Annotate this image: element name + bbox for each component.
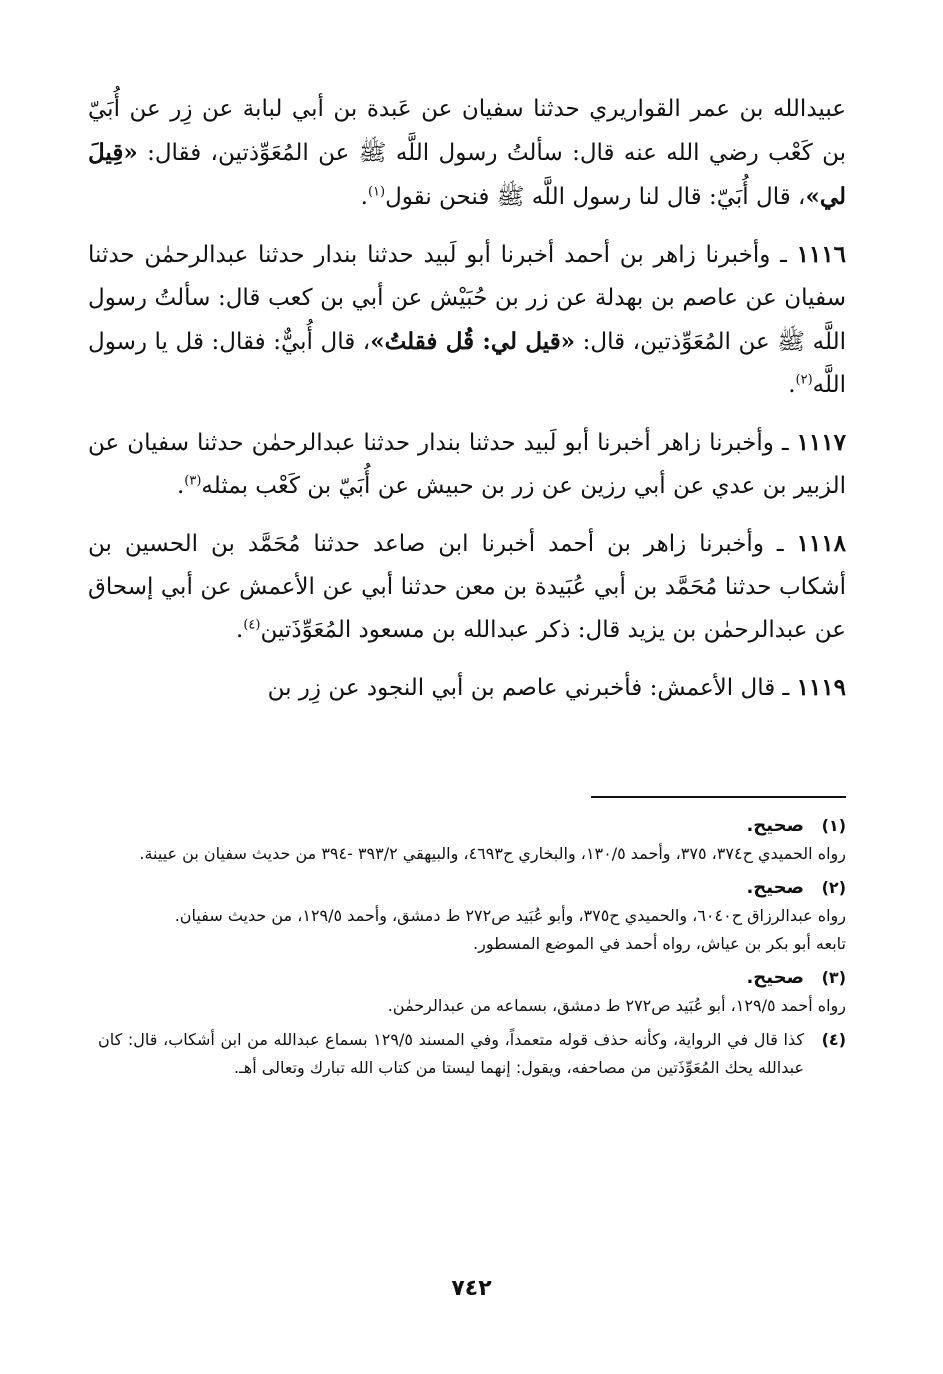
paragraph-text: ، قال أُبيٌّ: فقال: قل يا رسول اللَّه [88, 329, 846, 398]
footnote-number: (٣) [821, 968, 846, 987]
footnote-body [98, 812, 846, 868]
footnote-number: (٤) [821, 1030, 846, 1049]
footnote-number: (١) [821, 816, 846, 835]
hadith-number: ١١١٧ [796, 429, 846, 456]
hadith-number: ١١١٩ [796, 674, 846, 701]
footnote-text: تابعه أبو بكر بن عياش، رواه أحمد في الموضع المسطور. [473, 934, 846, 953]
paragraph-1118 [88, 522, 846, 652]
paragraph-text: ـ قال الأعمش: فأخبرني عاصم بن أبي النجود عن زِر بن [267, 675, 797, 701]
footnote-ref[interactable]: (١) [367, 184, 386, 200]
footnote-2 [98, 874, 846, 958]
footnote-body [98, 964, 846, 1020]
footnote-body [98, 1026, 804, 1082]
paragraph-continuation [88, 88, 846, 219]
quote-bold: «قِيلَ لي» [88, 139, 846, 210]
hadith-number: ١١١٨ [796, 530, 846, 557]
footnote-grade: صحيح. [746, 815, 804, 836]
footnote-ref[interactable]: (٤) [243, 617, 261, 633]
footnote-separator [591, 796, 846, 798]
paragraph-end: . [176, 473, 185, 499]
paragraph-1117 [88, 421, 846, 508]
footnote-3 [98, 964, 846, 1020]
paragraph-end: . [236, 617, 244, 643]
footnote-ref[interactable]: (٢) [795, 372, 813, 388]
footnote-grade: صحيح. [746, 877, 804, 898]
footnote-ref[interactable]: (٣) [184, 473, 202, 489]
quote-bold: «قيل لي: قُل فقلتُ» [370, 328, 576, 355]
footnote-grade: صحيح. [746, 967, 804, 988]
footnote-body [98, 874, 846, 958]
paragraph-1116 [88, 233, 846, 407]
footnotes [98, 812, 846, 1088]
paragraph-text: ـ وأخبرنا زاهر بن أحمد أخبرنا أبو لَبيد حدثنا بندار حدثنا عبدالرحمٰن حدثنا سفيان عن عاصم بن بهدلة عن زر بن حُبَيْش عن أبي بن كعب قال: سألتُ رسول اللَّه ﷺ عن المُعَوِّذتين، قال: [88, 242, 846, 355]
footnote-text: رواه أحمد ١٢٩/٥، أبو عُبَيد ص٢٧٢ ط دمشق، بسماعه من عبدالرحمٰن. [387, 996, 846, 1015]
paragraph-text: عبيدالله بن عمر القواريري حدثنا سفيان عن عَبدة بن أبي لبابة عن زِر عن أُبَيّ بن كَعْب رضي الله عنه قال: سألتُ رسول اللَّه ﷺ عن المُعَوِّذتين، فقال: [88, 96, 846, 166]
paragraph-end: . [360, 184, 368, 210]
footnote-text: كذا قال في الرواية، وكأنه حذف قوله متعمداً، وفي المسند ١٢٩/٥ بسماع عبدالله من ابن أشكاب، قال: كان عبدالله يحك المُعَوِّذَتين من مصاحفه، ويقول: إنهما ليستا من كتاب الله تبارك وتعالى أهـ. [98, 1030, 804, 1077]
paragraph-end: . [788, 372, 796, 398]
footnote-1 [98, 812, 846, 868]
paragraph-1119 [88, 666, 846, 710]
footnote-text: رواه عبدالرزاق ح٦٠٤٠، والحميدي ح٣٧٥، وأبو عُبَيد ص٢٧٢ ط دمشق، وأحمد ١٢٩/٥، من حديث سفيان. [174, 906, 846, 925]
paragraph-text: ، قال أُبَيّ: قال لنا رسول اللَّه ﷺ فنحن نقول [385, 184, 806, 210]
footnote-number: (٢) [821, 878, 846, 897]
page [88, 88, 846, 724]
hadith-number: ١١١٦ [796, 241, 846, 268]
page-number: ٧٤٢ [451, 1276, 492, 1301]
main-text [88, 88, 846, 710]
footnote-4 [98, 1026, 846, 1082]
footnote-text: رواه الحميدي ح٣٧٤، ٣٧٥، وأحمد ١٣٠/٥، والبخاري ح٤٦٩٣، والبيهقي ٣٩٣/٢ -٣٩٤ من حديث سفيان بن عيينة. [139, 844, 846, 863]
paragraph-text: ـ وأخبرنا زاهر بن أحمد أخبرنا ابن صاعد حدثنا مُحَمَّد بن الحسين بن أشكاب حدثنا مُحَمَّد بن أبي عُبَيدة بن معن حدثنا أبي عن الأعمش عن أبي إسحاق عن عبدالرحمٰن بن يزيد قال: ذكر عبدالله بن مسعود المُعَوِّذَتين [88, 531, 846, 643]
paragraph-text: ـ وأخبرنا زاهر أخبرنا أبو لَبيد حدثنا بندار حدثنا عبدالرحمٰن حدثنا سفيان عن الزبير بن عدي عن أبي رزين عن زر بن حبيش عن أُبَيّ بن كَعْب بمثله [88, 430, 846, 499]
